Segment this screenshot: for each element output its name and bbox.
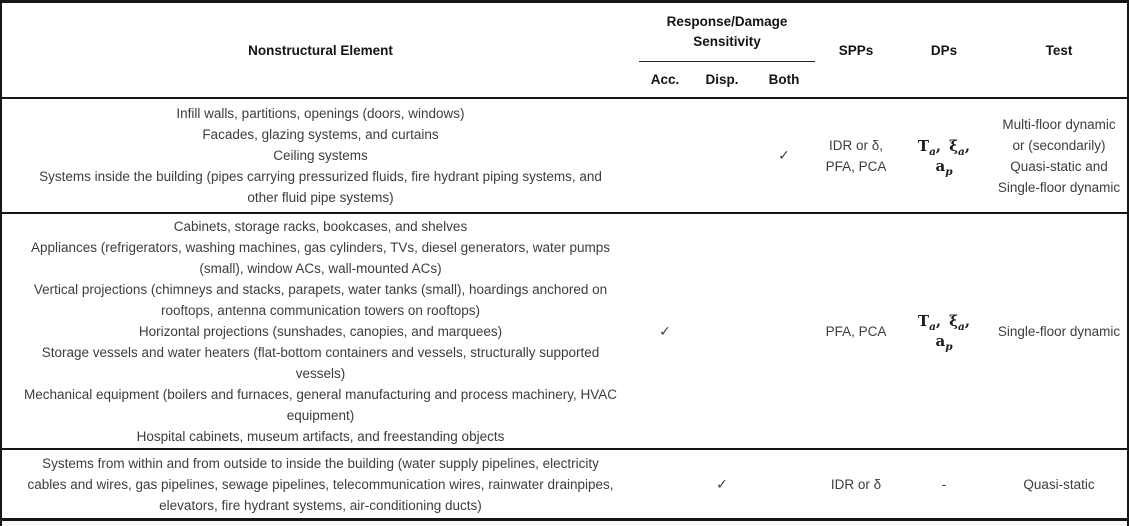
element-line: Horizontal projections (sunshades, canopies, and marquees): [138, 323, 503, 339]
spps-line: IDR or δ,: [828, 137, 884, 153]
element-line: Mechanical equipment (boilers and furnaces, general manufacturing and process machinery, HVAC: [23, 386, 618, 402]
cell-test: [991, 114, 1127, 198]
dps-symbols: [918, 311, 970, 351]
cell-element: [2, 453, 639, 516]
element-line: equipment): [286, 407, 355, 423]
column-header-nonstructural-element: Nonstructural Element: [248, 42, 393, 58]
element-line: (small), window ACs, wall-mounted ACs): [199, 260, 442, 276]
column-header-acc: Acc.: [650, 72, 680, 87]
element-line: Facades, glazing systems, and curtains: [202, 127, 439, 142]
checkmark-icon: ✓: [778, 147, 790, 163]
test-line: or (secondarily): [1012, 137, 1106, 153]
dps-symbol-xia: $\xi_a$,: [949, 312, 971, 333]
test-line: Single-floor dynamic: [997, 323, 1121, 339]
cell-test: [991, 474, 1127, 495]
cell-both: [753, 145, 815, 166]
element-line: other fluid pipe systems): [247, 190, 394, 205]
element-line: vessels): [295, 365, 346, 381]
element-line: Appliances (refrigerators, washing machines, gas cylinders, TVs, diesel generators, water pumps: [30, 239, 611, 255]
dps-symbol-ap: $a_p$: [935, 332, 953, 353]
test-line: Multi-floor dynamic: [1002, 116, 1116, 132]
element-line: rooftops, antenna communication towers on rooftops): [161, 302, 480, 318]
figure-margin: [0, 521, 1129, 526]
sensitivity-subheaders: [639, 62, 815, 97]
element-line: Storage vessels and water heaters (flat-bottom containers and vessels, structurally supported: [41, 344, 600, 360]
column-group-sensitivity: [639, 3, 815, 97]
element-line: elevators, fire hydrant systems, air-conditioning ducts): [159, 497, 482, 513]
cell-dps: [897, 311, 991, 351]
checkmark-icon: ✓: [659, 322, 671, 339]
spps-line: IDR or δ: [830, 476, 882, 492]
test-line: Single-floor dynamic: [997, 179, 1121, 195]
column-group-sensitivity-title: Response/Damage Sensitivity: [639, 3, 815, 62]
cell-acc: [639, 321, 691, 342]
column-header-test: Test: [1045, 42, 1073, 58]
dps-symbols: [918, 136, 970, 176]
test-line: Quasi-static: [1023, 476, 1095, 492]
dps-symbol-ap: $a_p$: [935, 156, 953, 178]
cell-disp: [691, 474, 753, 495]
column-header-disp: Disp.: [705, 72, 739, 87]
table-row-building-envelope: [2, 97, 1127, 212]
element-line: Infill walls, partitions, openings (doors, windows): [176, 106, 465, 121]
table-header: [2, 3, 1127, 97]
dps-symbol-xia: $\xi_a$,: [949, 136, 971, 158]
cell-spps: [815, 321, 897, 342]
dps-dash: -: [941, 476, 947, 492]
element-line: cables and wires, gas pipelines, sewage pipelines, telecommunication wires, rainwater drainpipes,: [27, 476, 614, 492]
spps-line: PFA, PCA: [825, 323, 887, 339]
dps-symbol-Ta: $T_a$,: [917, 312, 942, 333]
element-line: Ceiling systems: [273, 148, 368, 163]
table-row-contents-equipment: [2, 212, 1127, 448]
cell-dps: [897, 474, 991, 495]
element-line: Cabinets, storage racks, bookcases, and shelves: [173, 218, 468, 234]
column-header-both: Both: [768, 72, 800, 87]
test-line: Quasi-static and: [1010, 158, 1108, 174]
cell-element: [2, 216, 639, 447]
element-line: Systems inside the building (pipes carrying pressurized fluids, fire hydrant piping systems, and: [39, 169, 602, 184]
dps-symbol-Ta: $T_a$,: [917, 136, 942, 158]
element-line: Hospital cabinets, museum artifacts, and freestanding objects: [136, 428, 505, 444]
cell-spps: [815, 474, 897, 495]
cell-test: [991, 321, 1127, 342]
column-header-spps: SPPs: [838, 42, 874, 58]
cell-element: [2, 103, 639, 208]
element-line: Systems from within and from outside to inside the building (water supply pipelines, electricity: [42, 455, 599, 471]
table-row-utility-systems: [2, 448, 1127, 518]
column-header-dps: DPs: [930, 42, 958, 58]
element-line: Vertical projections (chimneys and stacks, parapets, water tanks (small), hoardings anchored on: [33, 281, 608, 297]
checkmark-icon: ✓: [716, 475, 728, 492]
spps-line: PFA, PCA: [825, 158, 887, 174]
cell-dps: [897, 136, 991, 176]
cell-spps: [815, 135, 897, 177]
